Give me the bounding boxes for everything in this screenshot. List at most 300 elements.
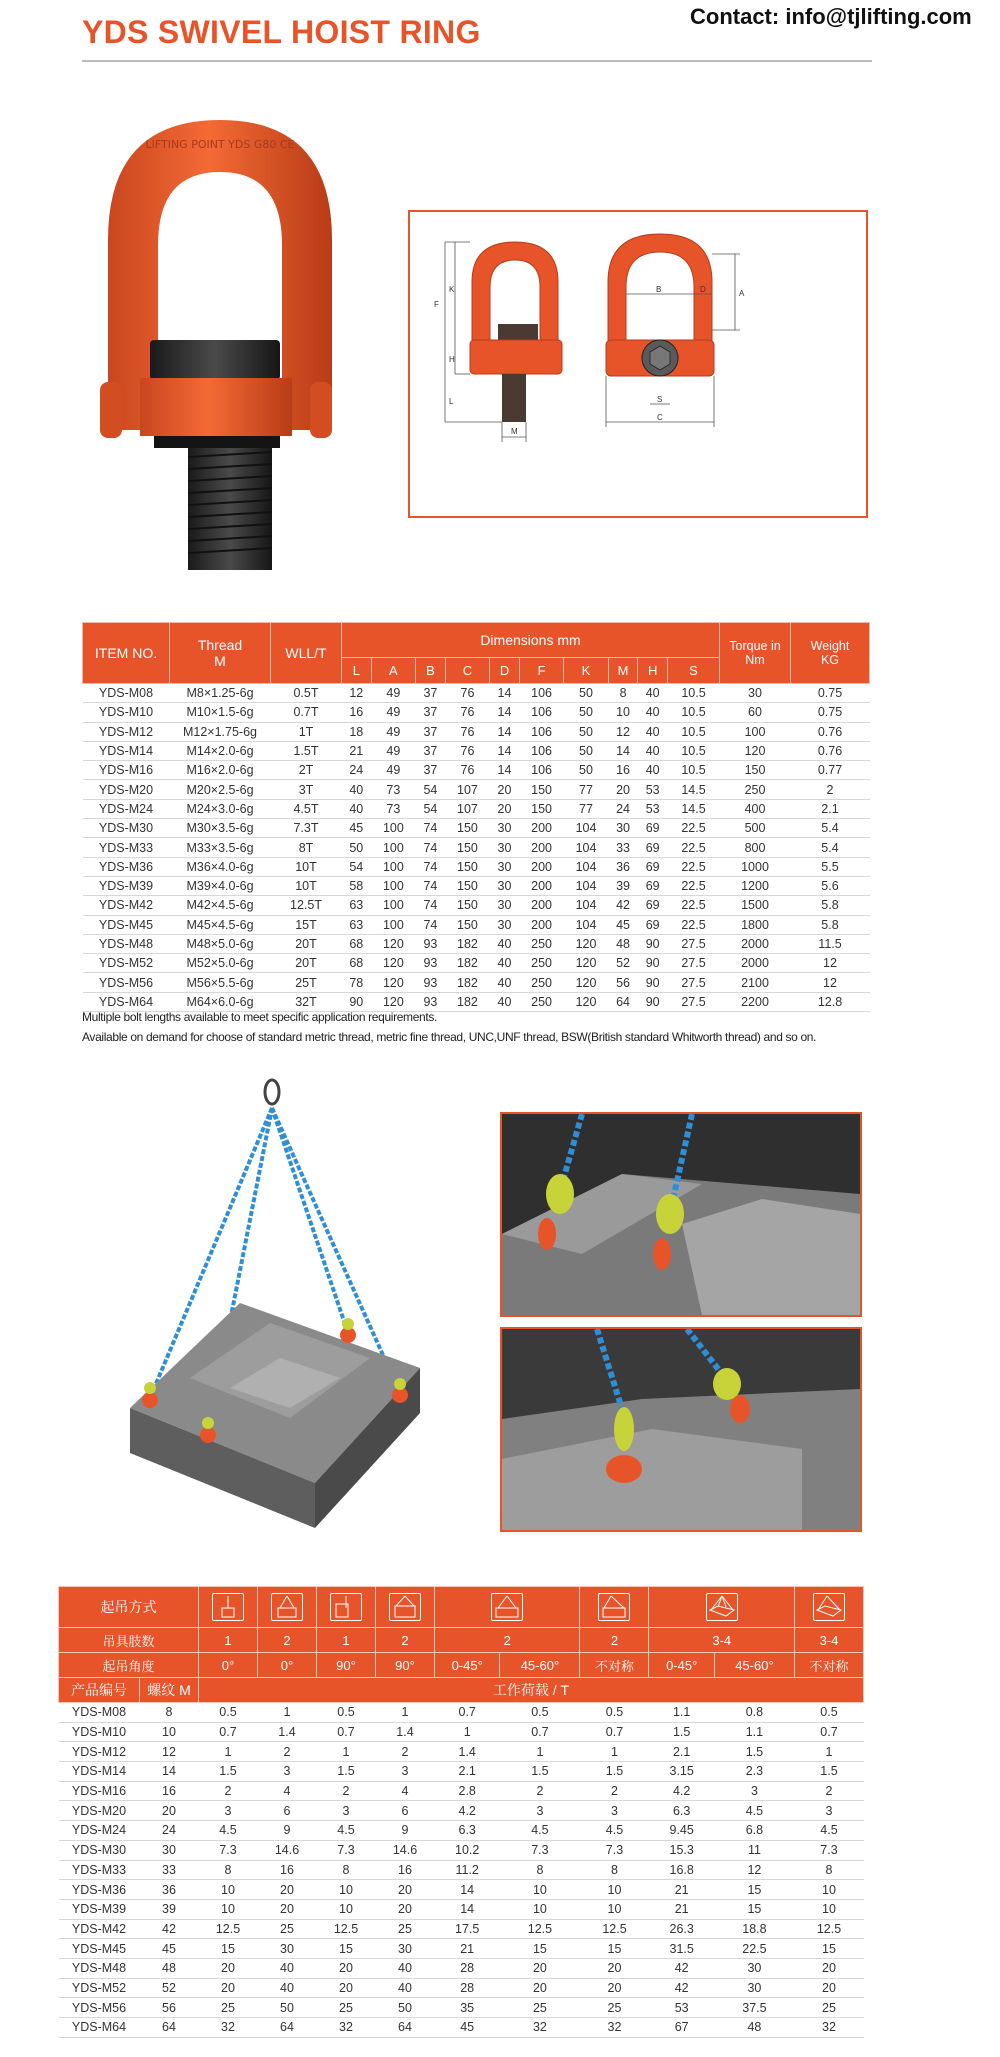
angle-cell: 0-45° [435, 1653, 500, 1678]
spec-cell: 120 [564, 954, 608, 973]
spec-cell: 22.5 [668, 876, 720, 895]
load-cell: 20 [317, 1958, 376, 1978]
load-cell: 30 [258, 1939, 317, 1959]
load-cell: 2.3 [714, 1762, 794, 1782]
spec-cell: 14 [490, 703, 520, 722]
front-view [606, 234, 745, 427]
load-cell: 10 [199, 1899, 258, 1919]
load-cell: YDS-M08 [59, 1703, 140, 1723]
spec-cell: 10 [608, 703, 638, 722]
spec-cell: 50 [564, 741, 608, 760]
load-cell: 2.1 [649, 1742, 714, 1762]
load-cell: 4 [258, 1781, 317, 1801]
spec-cell: 250 [519, 973, 563, 992]
load-cell: 4.2 [649, 1781, 714, 1801]
spec-cell: 100 [371, 838, 415, 857]
load-row [59, 1978, 864, 1998]
load-cell: 21 [649, 1880, 714, 1900]
load-cell: YDS-M16 [59, 1781, 140, 1801]
load-cell: 39 [140, 1899, 199, 1919]
spec-row [83, 896, 870, 915]
load-cell: 22.5 [714, 1939, 794, 1959]
spec-row [83, 973, 870, 992]
spec-cell: 90 [638, 954, 668, 973]
svg-text:F: F [434, 300, 439, 309]
spec-cell: 2T [271, 761, 342, 780]
spec-cell: 54 [416, 799, 446, 818]
spec-cell: 200 [519, 876, 563, 895]
spec-cell: 20T [271, 934, 342, 953]
label-angle: 起吊角度 [59, 1653, 199, 1678]
spec-cell: 106 [519, 703, 563, 722]
load-cell: 1.5 [649, 1722, 714, 1742]
swivel-body [140, 378, 292, 436]
load-cell: 1.5 [317, 1762, 376, 1782]
load-cell: 1.4 [376, 1722, 435, 1742]
spec-row [83, 819, 870, 838]
spec-cell: 74 [416, 838, 446, 857]
load-cell: 2 [317, 1781, 376, 1801]
load-row [59, 1722, 864, 1742]
load-cell: 7.3 [199, 1840, 258, 1860]
spec-cell: 2000 [720, 934, 791, 953]
col-dim-c: C [445, 658, 489, 684]
spec-cell: 0.77 [791, 761, 870, 780]
load-cell: 12 [140, 1742, 199, 1762]
load-cell: 10.2 [435, 1840, 500, 1860]
load-cell: YDS-M45 [59, 1939, 140, 1959]
spec-cell: 74 [416, 857, 446, 876]
spec-cell: 500 [720, 819, 791, 838]
spec-cell: 40 [638, 703, 668, 722]
spec-cell: 200 [519, 915, 563, 934]
load-cell: YDS-M24 [59, 1821, 140, 1841]
load-cell: 25 [795, 1998, 864, 2018]
load-cell: 1 [435, 1722, 500, 1742]
method-icon-two-leg-asym [580, 1587, 649, 1628]
spec-cell: 120 [564, 973, 608, 992]
spec-cell: 49 [371, 722, 415, 741]
spec-cell: M48×5.0-6g [170, 934, 271, 953]
spec-cell: 76 [445, 703, 489, 722]
spec-cell: 8 [608, 684, 638, 703]
spec-cell: 50 [342, 838, 372, 857]
spec-cell: 30 [490, 915, 520, 934]
spec-cell: 18 [342, 722, 372, 741]
spec-cell: 30 [720, 684, 791, 703]
spec-cell: 76 [445, 684, 489, 703]
load-cell: 25 [580, 1998, 649, 2018]
spec-cell: 53 [638, 799, 668, 818]
spec-cell: 63 [342, 896, 372, 915]
row-legs: 吊具肢数 1 2 1 2 2 2 3-4 3-4 [59, 1628, 864, 1653]
spec-cell: 12.8 [791, 992, 870, 1011]
spec-cell: 1200 [720, 876, 791, 895]
spec-cell: 182 [445, 954, 489, 973]
spec-cell: 77 [564, 799, 608, 818]
label-thread-m: 螺纹 M [140, 1678, 199, 1703]
spec-cell: 68 [342, 934, 372, 953]
load-cell: 40 [376, 1978, 435, 1998]
spec-cell: 40 [342, 799, 372, 818]
load-cell: 30 [714, 1978, 794, 1998]
load-cell: 42 [140, 1919, 199, 1939]
load-cell: 6 [258, 1801, 317, 1821]
load-cell: YDS-M52 [59, 1978, 140, 1998]
load-cell: 30 [140, 1840, 199, 1860]
load-cell: YDS-M14 [59, 1762, 140, 1782]
load-cell: 0.8 [714, 1703, 794, 1723]
load-cell: 32 [500, 2018, 580, 2038]
spec-cell: YDS-M45 [83, 915, 170, 934]
svg-text:H: H [449, 355, 455, 364]
load-cell: YDS-M56 [59, 1998, 140, 2018]
col-dim-f: F [519, 658, 563, 684]
spec-cell: 1.5T [271, 741, 342, 760]
spec-cell: 1000 [720, 857, 791, 876]
load-cell: 2 [580, 1781, 649, 1801]
load-cell: 1.1 [714, 1722, 794, 1742]
spec-cell: 400 [720, 799, 791, 818]
spec-cell: 14 [490, 761, 520, 780]
load-cell: 20 [258, 1880, 317, 1900]
load-cell: 15 [580, 1939, 649, 1959]
load-cell: 20 [258, 1899, 317, 1919]
spec-cell: 250 [519, 934, 563, 953]
col-torque: Torque in Nm [720, 623, 791, 684]
spec-cell: 15T [271, 915, 342, 934]
load-cell: 4 [376, 1781, 435, 1801]
spec-cell: 27.5 [668, 954, 720, 973]
spec-cell: 200 [519, 896, 563, 915]
load-cell: 1.5 [199, 1762, 258, 1782]
spec-cell: M39×4.0-6g [170, 876, 271, 895]
load-cell: 40 [258, 1978, 317, 1998]
spec-cell: M14×2.0-6g [170, 741, 271, 760]
load-cell: 50 [376, 1998, 435, 2018]
load-row [59, 1899, 864, 1919]
spec-cell: 90 [638, 973, 668, 992]
spec-cell: 182 [445, 934, 489, 953]
spec-cell: 2100 [720, 973, 791, 992]
load-cell: 42 [649, 1958, 714, 1978]
spec-cell: M45×4.5-6g [170, 915, 271, 934]
col-item-no: ITEM NO. [83, 623, 170, 684]
spec-cell: 150 [445, 819, 489, 838]
load-cell: 20 [795, 1978, 864, 1998]
load-cell: 7.3 [795, 1840, 864, 1860]
spec-cell: YDS-M20 [83, 780, 170, 799]
method-icon-two-leg-angle [435, 1587, 580, 1628]
load-cell: 2 [258, 1742, 317, 1762]
spec-cell: 27.5 [668, 973, 720, 992]
spec-cell: 1800 [720, 915, 791, 934]
load-cell: 37.5 [714, 1998, 794, 2018]
spec-cell: YDS-M12 [83, 722, 170, 741]
spec-cell: YDS-M16 [83, 761, 170, 780]
spec-cell: 32T [271, 992, 342, 1011]
spec-cell: M42×4.5-6g [170, 896, 271, 915]
spec-cell: 76 [445, 761, 489, 780]
method-icon-multi-leg-asym [795, 1587, 864, 1628]
spec-cell: M30×3.5-6g [170, 819, 271, 838]
spec-cell: 120 [371, 992, 415, 1011]
spec-cell: 48 [608, 934, 638, 953]
spec-cell: M20×2.5-6g [170, 780, 271, 799]
col-weight: Weight KG [791, 623, 870, 684]
load-table [58, 1586, 864, 2038]
load-cell: 32 [317, 2018, 376, 2038]
load-cell: 8 [580, 1860, 649, 1880]
load-cell: 0.5 [317, 1703, 376, 1723]
spec-cell: 49 [371, 741, 415, 760]
spec-cell: 69 [638, 915, 668, 934]
spec-cell: 74 [416, 915, 446, 934]
spec-cell: 200 [519, 857, 563, 876]
label-product-no: 产品编号 [59, 1678, 140, 1703]
spec-cell: 106 [519, 722, 563, 741]
load-cell: 10 [795, 1899, 864, 1919]
spec-cell: 36 [608, 857, 638, 876]
spec-cell: 30 [608, 819, 638, 838]
spec-cell: 100 [371, 896, 415, 915]
load-cell: 12.5 [795, 1919, 864, 1939]
spec-cell: 22.5 [668, 857, 720, 876]
load-row [59, 1703, 864, 1723]
load-cell: 10 [199, 1880, 258, 1900]
spec-cell: M10×1.5-6g [170, 703, 271, 722]
load-cell: 10 [580, 1899, 649, 1919]
load-cell: YDS-M30 [59, 1840, 140, 1860]
spec-cell: 5.4 [791, 819, 870, 838]
spec-cell: 37 [416, 741, 446, 760]
spec-cell: YDS-M36 [83, 857, 170, 876]
spec-cell: 74 [416, 876, 446, 895]
load-cell: 6 [376, 1801, 435, 1821]
load-cell: 20 [376, 1880, 435, 1900]
spec-cell: 150 [720, 761, 791, 780]
spec-cell: 73 [371, 799, 415, 818]
spec-cell: 0.7T [271, 703, 342, 722]
spec-cell: 4.5T [271, 799, 342, 818]
spec-cell: 150 [445, 857, 489, 876]
spec-row [83, 857, 870, 876]
spec-cell: 107 [445, 799, 489, 818]
load-cell: 4.5 [714, 1801, 794, 1821]
spec-cell: 69 [638, 876, 668, 895]
scene-photo-hooks [500, 1112, 862, 1317]
spec-cell: M56×5.5-6g [170, 973, 271, 992]
spec-cell: 37 [416, 684, 446, 703]
spec-cell: 107 [445, 780, 489, 799]
col-dim-h: H [638, 658, 668, 684]
spec-cell: 54 [416, 780, 446, 799]
spec-cell: 69 [638, 819, 668, 838]
spec-cell: 27.5 [668, 992, 720, 1011]
spec-cell: M52×5.0-6g [170, 954, 271, 973]
load-cell: 3 [258, 1762, 317, 1782]
spec-cell: 90 [638, 992, 668, 1011]
spec-cell: 100 [720, 722, 791, 741]
spec-row [83, 799, 870, 818]
load-cell: 2 [199, 1781, 258, 1801]
spec-cell: 10.5 [668, 722, 720, 741]
load-row [59, 1781, 864, 1801]
load-cell: 6.8 [714, 1821, 794, 1841]
spec-cell: 93 [416, 954, 446, 973]
spec-cell: 100 [371, 876, 415, 895]
spec-cell: 14 [490, 684, 520, 703]
dimension-diagram [408, 210, 868, 518]
load-cell: 8 [500, 1860, 580, 1880]
contact-email[interactable]: Contact: info@tjlifting.com [690, 4, 972, 29]
load-cell: 0.5 [580, 1703, 649, 1723]
spec-cell: 150 [445, 915, 489, 934]
spec-row [83, 722, 870, 741]
load-cell: 7.3 [500, 1840, 580, 1860]
spec-cell: M8×1.25-6g [170, 684, 271, 703]
spec-cell: 11.5 [791, 934, 870, 953]
load-cell: 21 [649, 1899, 714, 1919]
load-cell: 20 [500, 1958, 580, 1978]
load-cell: 10 [317, 1880, 376, 1900]
spec-cell: YDS-M08 [83, 684, 170, 703]
spec-cell: 69 [638, 857, 668, 876]
load-cell: 4.2 [435, 1801, 500, 1821]
load-cell: YDS-M10 [59, 1722, 140, 1742]
spec-cell: 37 [416, 761, 446, 780]
hoist-ring-photo [70, 100, 360, 580]
load-cell: 3 [795, 1801, 864, 1821]
spec-cell: 104 [564, 915, 608, 934]
load-cell: 35 [435, 1998, 500, 2018]
spec-cell: 69 [638, 896, 668, 915]
load-cell: 24 [140, 1821, 199, 1841]
load-cell: 2 [795, 1781, 864, 1801]
load-cell: 14.6 [376, 1840, 435, 1860]
load-cell: 8 [317, 1860, 376, 1880]
scene-photo-swivel [500, 1327, 862, 1532]
spec-cell: 49 [371, 761, 415, 780]
spec-cell: YDS-M10 [83, 703, 170, 722]
load-cell: YDS-M42 [59, 1919, 140, 1939]
load-cell: 16 [140, 1781, 199, 1801]
load-cell: 42 [649, 1978, 714, 1998]
spec-cell: 49 [371, 703, 415, 722]
load-cell: 15.3 [649, 1840, 714, 1860]
load-cell: 2.1 [435, 1762, 500, 1782]
load-cell: 25 [500, 1998, 580, 2018]
spec-table [82, 622, 870, 1012]
load-cell: 6.3 [435, 1821, 500, 1841]
spec-cell: 10T [271, 876, 342, 895]
load-cell: 3 [500, 1801, 580, 1821]
spec-cell: 45 [342, 819, 372, 838]
load-cell: YDS-M64 [59, 2018, 140, 2038]
spec-cell: 30 [490, 838, 520, 857]
spec-cell: 40 [638, 684, 668, 703]
load-cell: 3 [317, 1801, 376, 1821]
load-cell: 7.3 [317, 1840, 376, 1860]
spec-cell: 104 [564, 857, 608, 876]
load-cell: 25 [317, 1998, 376, 2018]
spec-cell: 21 [342, 741, 372, 760]
spec-cell: 40 [638, 761, 668, 780]
angle-cell: 90° [317, 1653, 376, 1678]
load-row [59, 2018, 864, 2038]
spec-cell: 150 [445, 876, 489, 895]
spec-row [83, 992, 870, 1011]
spec-cell: M12×1.75-6g [170, 722, 271, 741]
spec-cell: 24 [342, 761, 372, 780]
spec-cell: 5.6 [791, 876, 870, 895]
spec-cell: 5.8 [791, 915, 870, 934]
shackle-engraving: LIFTING POINT YDS G80 CE [145, 138, 295, 151]
load-cell: 36 [140, 1880, 199, 1900]
spec-cell: 90 [342, 992, 372, 1011]
spec-cell: 22.5 [668, 838, 720, 857]
spec-cell: 33 [608, 838, 638, 857]
load-cell: 0.7 [199, 1722, 258, 1742]
load-cell: 1.5 [714, 1742, 794, 1762]
load-cell: 1.5 [580, 1762, 649, 1782]
svg-text:K: K [449, 285, 455, 294]
load-cell: 67 [649, 2018, 714, 2038]
note-bolt-lengths: Multiple bolt lengths available to meet specific application requirements. [82, 1010, 437, 1024]
spec-cell: 104 [564, 819, 608, 838]
load-cell: 12.5 [199, 1919, 258, 1939]
spec-cell: 2 [791, 780, 870, 799]
spec-cell: 64 [608, 992, 638, 1011]
load-cell: 3.15 [649, 1762, 714, 1782]
load-cell: 11.2 [435, 1860, 500, 1880]
page-title: YDS SWIVEL HOIST RING [82, 14, 481, 50]
load-cell: 48 [714, 2018, 794, 2038]
load-cell: 52 [140, 1978, 199, 1998]
load-cell: 1 [258, 1703, 317, 1723]
load-cell: 10 [500, 1899, 580, 1919]
angle-cell: 不对称 [795, 1653, 864, 1678]
spec-cell: 24 [608, 799, 638, 818]
spec-cell: 5.4 [791, 838, 870, 857]
load-cell: 15 [500, 1939, 580, 1959]
spec-cell: 30 [490, 896, 520, 915]
load-cell: 1.5 [500, 1762, 580, 1782]
spec-cell: 106 [519, 684, 563, 703]
spec-cell: 12 [791, 954, 870, 973]
load-cell: 15 [199, 1939, 258, 1959]
col-dim-l: L [342, 658, 372, 684]
load-cell: 0.7 [580, 1722, 649, 1742]
angle-cell: 45-60° [714, 1653, 794, 1678]
spec-cell: 63 [342, 915, 372, 934]
spec-cell: 106 [519, 761, 563, 780]
spec-cell: 60 [720, 703, 791, 722]
spec-cell: 7.3T [271, 819, 342, 838]
spec-cell: YDS-M56 [83, 973, 170, 992]
spec-cell: 37 [416, 703, 446, 722]
load-cell: 4.5 [199, 1821, 258, 1841]
load-cell: 18.8 [714, 1919, 794, 1939]
spec-cell: YDS-M52 [83, 954, 170, 973]
load-cell: 15 [714, 1880, 794, 1900]
angle-cell: 0-45° [649, 1653, 714, 1678]
angle-cell: 90° [376, 1653, 435, 1678]
spec-row [83, 761, 870, 780]
spec-cell: 12.5T [271, 896, 342, 915]
load-cell: 1.1 [649, 1703, 714, 1723]
spec-cell: 0.75 [791, 684, 870, 703]
